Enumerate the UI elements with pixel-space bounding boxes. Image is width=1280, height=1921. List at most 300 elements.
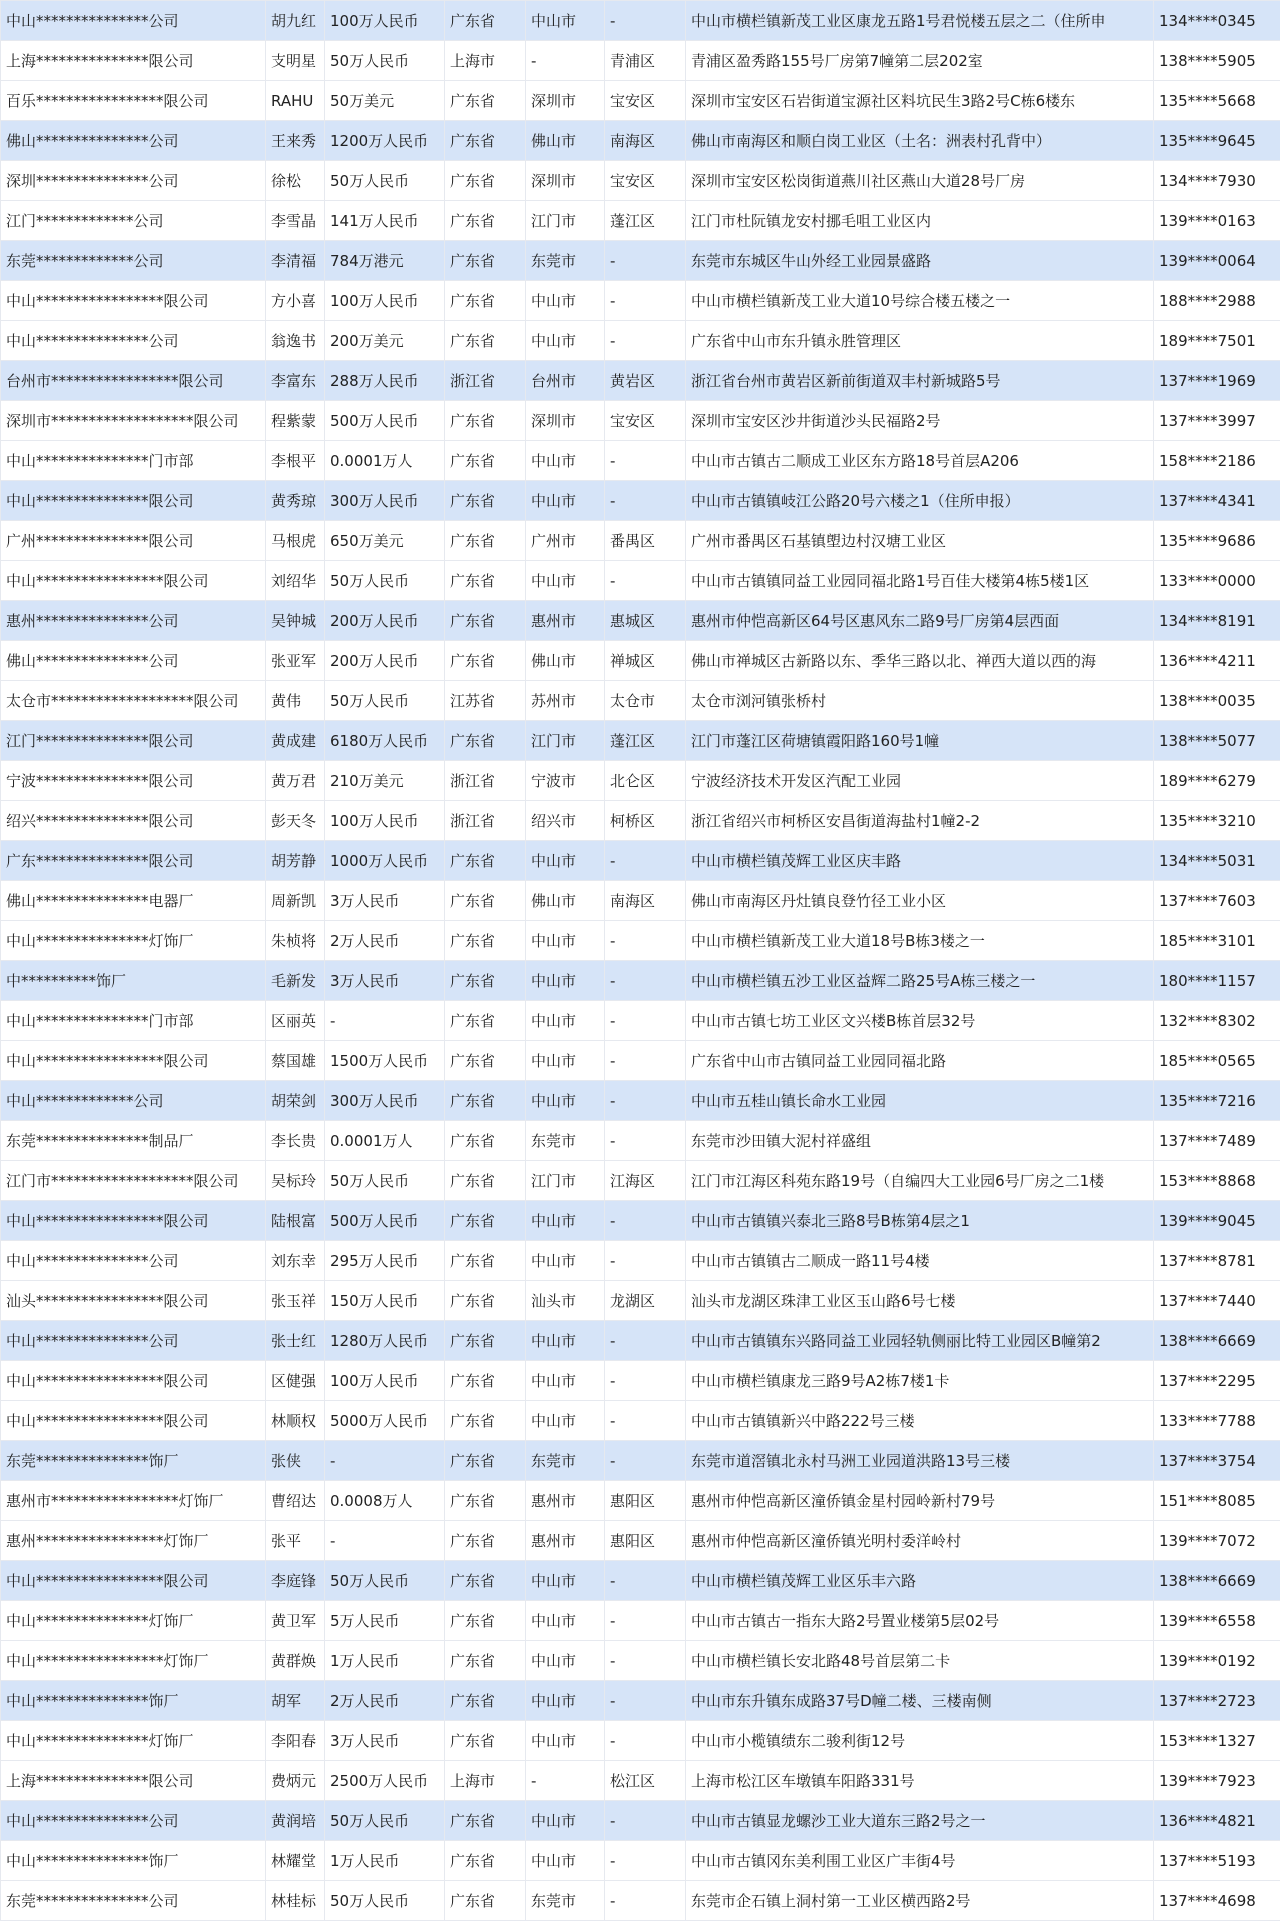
city-cell: 中山市 — [526, 1401, 605, 1441]
district-cell: 太仓市 — [605, 681, 686, 721]
district-cell: 南海区 — [605, 881, 686, 921]
district-cell: - — [605, 1041, 686, 1081]
province-cell: 广东省 — [445, 441, 526, 481]
company-name-cell: 东莞*************公司 — [1, 241, 266, 281]
legal-representative-cell: 黄伟 — [266, 681, 325, 721]
district-cell: - — [605, 1601, 686, 1641]
legal-representative-cell: 张亚军 — [266, 641, 325, 681]
address-cell: 中山市古镇古一指东大路2号置业楼第5层02号 — [686, 1601, 1154, 1641]
phone-cell: 189****6279 — [1154, 761, 1280, 801]
city-cell: 佛山市 — [526, 881, 605, 921]
table-row — [1, 1361, 1280, 1401]
city-cell: 中山市 — [526, 921, 605, 961]
phone-cell: 135****5668 — [1154, 81, 1280, 121]
company-name-cell: 中山***************公司 — [1, 1801, 266, 1841]
registered-capital-cell: 100万人民币 — [325, 1361, 445, 1401]
registered-capital-cell: 1万人民币 — [325, 1641, 445, 1681]
phone-cell: 138****0035 — [1154, 681, 1280, 721]
city-cell: 江门市 — [526, 201, 605, 241]
district-cell: 宝安区 — [605, 161, 686, 201]
district-cell: - — [605, 1001, 686, 1041]
registered-capital-cell: 50万人民币 — [325, 561, 445, 601]
district-cell: - — [605, 241, 686, 281]
address-cell: 中山市横栏镇新茂工业大道10号综合楼五楼之一 — [686, 281, 1154, 321]
registered-capital-cell: 210万美元 — [325, 761, 445, 801]
province-cell: 广东省 — [445, 1121, 526, 1161]
registered-capital-cell: 150万人民币 — [325, 1281, 445, 1321]
district-cell: 番禺区 — [605, 521, 686, 561]
province-cell: 江苏省 — [445, 681, 526, 721]
registered-capital-cell: 2万人民币 — [325, 921, 445, 961]
address-cell: 中山市横栏镇茂辉工业区乐丰六路 — [686, 1561, 1154, 1601]
district-cell: - — [605, 1721, 686, 1761]
table-row — [1, 1161, 1280, 1201]
table-row — [1, 681, 1280, 721]
registered-capital-cell: 50万美元 — [325, 81, 445, 121]
legal-representative-cell: 张士红 — [266, 1321, 325, 1361]
legal-representative-cell: 吴钟城 — [266, 601, 325, 641]
phone-cell: 137****5193 — [1154, 1841, 1280, 1881]
registered-capital-cell: 2万人民币 — [325, 1681, 445, 1721]
table-row — [1, 921, 1280, 961]
city-cell: 中山市 — [526, 1001, 605, 1041]
company-name-cell: 东莞***************制品厂 — [1, 1121, 266, 1161]
address-cell: 江门市江海区科苑东路19号（自编四大工业园6号厂房之二1楼 — [686, 1161, 1154, 1201]
city-cell: - — [526, 1761, 605, 1801]
city-cell: 中山市 — [526, 961, 605, 1001]
city-cell: 惠州市 — [526, 1481, 605, 1521]
company-name-cell: 台州市*****************限公司 — [1, 361, 266, 401]
company-name-cell: 惠州*****************灯饰厂 — [1, 1521, 266, 1561]
phone-cell: 137****2723 — [1154, 1681, 1280, 1721]
address-cell: 惠州市仲恺高新区潼侨镇金星村园岭新村79号 — [686, 1481, 1154, 1521]
legal-representative-cell: 毛新发 — [266, 961, 325, 1001]
company-name-cell: 中山***************公司 — [1, 1321, 266, 1361]
table-row — [1, 1001, 1280, 1041]
phone-cell: 139****7072 — [1154, 1521, 1280, 1561]
legal-representative-cell: 区丽英 — [266, 1001, 325, 1041]
district-cell: 宝安区 — [605, 401, 686, 441]
district-cell: - — [605, 1681, 686, 1721]
table-row — [1, 121, 1280, 161]
district-cell: - — [605, 1121, 686, 1161]
city-cell: 中山市 — [526, 1841, 605, 1881]
registered-capital-cell: 0.0008万人 — [325, 1481, 445, 1521]
address-cell: 深圳市宝安区沙井街道沙头民福路2号 — [686, 401, 1154, 441]
address-cell: 中山市古镇镇新兴中路222号三楼 — [686, 1401, 1154, 1441]
legal-representative-cell: 林桂标 — [266, 1881, 325, 1921]
table-row — [1, 641, 1280, 681]
phone-cell: 138****6669 — [1154, 1321, 1280, 1361]
address-cell: 佛山市禅城区古新路以东、季华三路以北、禅西大道以西的海 — [686, 641, 1154, 681]
phone-cell: 185****3101 — [1154, 921, 1280, 961]
province-cell: 广东省 — [445, 481, 526, 521]
table-row — [1, 1081, 1280, 1121]
legal-representative-cell: 黄秀琼 — [266, 481, 325, 521]
table-row — [1, 1441, 1280, 1481]
province-cell: 广东省 — [445, 1481, 526, 1521]
address-cell: 中山市东升镇东成路37号D幢二楼、三楼南侧 — [686, 1681, 1154, 1721]
city-cell: 中山市 — [526, 1241, 605, 1281]
phone-cell: 134****5031 — [1154, 841, 1280, 881]
district-cell: 惠阳区 — [605, 1521, 686, 1561]
district-cell: - — [605, 1361, 686, 1401]
province-cell: 广东省 — [445, 1721, 526, 1761]
company-name-cell: 中山***************公司 — [1, 321, 266, 361]
registered-capital-cell: 50万人民币 — [325, 161, 445, 201]
phone-cell: 153****8868 — [1154, 1161, 1280, 1201]
address-cell: 江门市蓬江区荷塘镇霞阳路160号1幢 — [686, 721, 1154, 761]
legal-representative-cell: 徐松 — [266, 161, 325, 201]
legal-representative-cell: 李长贵 — [266, 1121, 325, 1161]
province-cell: 广东省 — [445, 121, 526, 161]
district-cell: - — [605, 1401, 686, 1441]
legal-representative-cell: 林顺权 — [266, 1401, 325, 1441]
phone-cell: 137****3754 — [1154, 1441, 1280, 1481]
province-cell: 广东省 — [445, 401, 526, 441]
company-name-cell: 中山*****************限公司 — [1, 1041, 266, 1081]
phone-cell: 134****0345 — [1154, 1, 1280, 41]
legal-representative-cell: 彭天冬 — [266, 801, 325, 841]
registered-capital-cell: 500万人民币 — [325, 401, 445, 441]
province-cell: 广东省 — [445, 601, 526, 641]
city-cell: 中山市 — [526, 1321, 605, 1361]
district-cell: 青浦区 — [605, 41, 686, 81]
phone-cell: 133****7788 — [1154, 1401, 1280, 1441]
district-cell: 蓬江区 — [605, 721, 686, 761]
city-cell: 中山市 — [526, 281, 605, 321]
province-cell: 广东省 — [445, 1441, 526, 1481]
phone-cell: 185****0565 — [1154, 1041, 1280, 1081]
table-row — [1, 241, 1280, 281]
company-name-cell: 江门市*******************限公司 — [1, 1161, 266, 1201]
company-name-cell: 佛山***************公司 — [1, 641, 266, 681]
district-cell: 黄岩区 — [605, 361, 686, 401]
phone-cell: 136****4821 — [1154, 1801, 1280, 1841]
address-cell: 中山市古镇七坊工业区文兴楼B栋首层32号 — [686, 1001, 1154, 1041]
address-cell: 中山市古镇镇同益工业园同福北路1号百佳大楼第4栋5楼1区 — [686, 561, 1154, 601]
city-cell: - — [526, 41, 605, 81]
city-cell: 中山市 — [526, 1361, 605, 1401]
table-body — [1, 1, 1280, 1921]
district-cell: - — [605, 481, 686, 521]
address-cell: 浙江省台州市黄岩区新前街道双丰村新城路5号 — [686, 361, 1154, 401]
table-row — [1, 1481, 1280, 1521]
province-cell: 广东省 — [445, 1241, 526, 1281]
city-cell: 中山市 — [526, 1801, 605, 1841]
district-cell: 南海区 — [605, 121, 686, 161]
company-name-cell: 绍兴***************限公司 — [1, 801, 266, 841]
phone-cell: 137****7603 — [1154, 881, 1280, 921]
table-row — [1, 1121, 1280, 1161]
company-name-cell: 上海***************限公司 — [1, 1761, 266, 1801]
table-row — [1, 1041, 1280, 1081]
table-row — [1, 961, 1280, 1001]
city-cell: 江门市 — [526, 1161, 605, 1201]
district-cell: - — [605, 921, 686, 961]
company-name-cell: 中山*****************限公司 — [1, 561, 266, 601]
province-cell: 广东省 — [445, 81, 526, 121]
company-name-cell: 中山***************公司 — [1, 1241, 266, 1281]
address-cell: 汕头市龙湖区珠津工业区玉山路6号七楼 — [686, 1281, 1154, 1321]
table-row — [1, 1721, 1280, 1761]
registered-capital-cell: 50万人民币 — [325, 1801, 445, 1841]
phone-cell: 138****5077 — [1154, 721, 1280, 761]
company-name-cell: 广州***************限公司 — [1, 521, 266, 561]
company-name-cell: 东莞***************饰厂 — [1, 1441, 266, 1481]
phone-cell: 153****1327 — [1154, 1721, 1280, 1761]
company-name-cell: 中山***************饰厂 — [1, 1841, 266, 1881]
registered-capital-cell: 3万人民币 — [325, 881, 445, 921]
phone-cell: 137****2295 — [1154, 1361, 1280, 1401]
legal-representative-cell: RAHU — [266, 81, 325, 121]
city-cell: 深圳市 — [526, 401, 605, 441]
legal-representative-cell: 黄卫军 — [266, 1601, 325, 1641]
district-cell: 龙湖区 — [605, 1281, 686, 1321]
registered-capital-cell: 5万人民币 — [325, 1601, 445, 1641]
legal-representative-cell: 李根平 — [266, 441, 325, 481]
province-cell: 浙江省 — [445, 801, 526, 841]
phone-cell: 134****7930 — [1154, 161, 1280, 201]
phone-cell: 188****2988 — [1154, 281, 1280, 321]
registered-capital-cell: - — [325, 1521, 445, 1561]
province-cell: 广东省 — [445, 241, 526, 281]
district-cell: - — [605, 441, 686, 481]
registered-capital-cell: 300万人民币 — [325, 1081, 445, 1121]
legal-representative-cell: 张玉祥 — [266, 1281, 325, 1321]
province-cell: 广东省 — [445, 1401, 526, 1441]
legal-representative-cell: 胡九红 — [266, 1, 325, 41]
company-name-cell: 佛山***************电器厂 — [1, 881, 266, 921]
province-cell: 广东省 — [445, 961, 526, 1001]
city-cell: 中山市 — [526, 1721, 605, 1761]
address-cell: 佛山市南海区和顺白岗工业区（土名：洲表村孔背中） — [686, 121, 1154, 161]
company-name-cell: 中山***************公司 — [1, 1, 266, 41]
address-cell: 中山市古镇显龙螺沙工业大道东三路2号之一 — [686, 1801, 1154, 1841]
address-cell: 中山市横栏镇康龙三路9号A2栋7楼1卡 — [686, 1361, 1154, 1401]
legal-representative-cell: 黄润培 — [266, 1801, 325, 1841]
phone-cell: 139****6558 — [1154, 1601, 1280, 1641]
address-cell: 广东省中山市东升镇永胜管理区 — [686, 321, 1154, 361]
city-cell: 绍兴市 — [526, 801, 605, 841]
province-cell: 广东省 — [445, 1521, 526, 1561]
table-row — [1, 1, 1280, 41]
legal-representative-cell: 胡荣剑 — [266, 1081, 325, 1121]
legal-representative-cell: 张侠 — [266, 1441, 325, 1481]
legal-representative-cell: 林耀堂 — [266, 1841, 325, 1881]
registered-capital-cell: 0.0001万人 — [325, 1121, 445, 1161]
province-cell: 广东省 — [445, 561, 526, 601]
company-name-cell: 东莞***************公司 — [1, 1881, 266, 1921]
registered-capital-cell: 100万人民币 — [325, 801, 445, 841]
table-row — [1, 1321, 1280, 1361]
district-cell: - — [605, 1201, 686, 1241]
phone-cell: 137****3997 — [1154, 401, 1280, 441]
company-name-cell: 中山*****************限公司 — [1, 1361, 266, 1401]
address-cell: 佛山市南海区丹灶镇良登竹径工业小区 — [686, 881, 1154, 921]
registered-capital-cell: 200万人民币 — [325, 601, 445, 641]
phone-cell: 132****8302 — [1154, 1001, 1280, 1041]
company-name-cell: 中山***************门市部 — [1, 441, 266, 481]
province-cell: 广东省 — [445, 281, 526, 321]
legal-representative-cell: 黄群焕 — [266, 1641, 325, 1681]
city-cell: 东莞市 — [526, 1881, 605, 1921]
address-cell: 惠州市仲恺高新区64号区惠风东二路9号厂房第4层西面 — [686, 601, 1154, 641]
company-name-cell: 中山***************灯饰厂 — [1, 1721, 266, 1761]
phone-cell: 135****3210 — [1154, 801, 1280, 841]
phone-cell: 137****7489 — [1154, 1121, 1280, 1161]
phone-cell: 137****4698 — [1154, 1881, 1280, 1921]
phone-cell: 133****0000 — [1154, 561, 1280, 601]
district-cell: - — [605, 1881, 686, 1921]
registered-capital-cell: 1200万人民币 — [325, 121, 445, 161]
address-cell: 惠州市仲恺高新区潼侨镇光明村委洋岭村 — [686, 1521, 1154, 1561]
registered-capital-cell: 1万人民币 — [325, 1841, 445, 1881]
registered-capital-cell: 50万人民币 — [325, 41, 445, 81]
city-cell: 宁波市 — [526, 761, 605, 801]
registered-capital-cell: 100万人民币 — [325, 1, 445, 41]
city-cell: 汕头市 — [526, 1281, 605, 1321]
district-cell: - — [605, 1, 686, 41]
address-cell: 中山市古镇镇古二顺成一路11号4楼 — [686, 1241, 1154, 1281]
province-cell: 广东省 — [445, 1321, 526, 1361]
city-cell: 苏州市 — [526, 681, 605, 721]
registered-capital-cell: 288万人民币 — [325, 361, 445, 401]
table-row — [1, 361, 1280, 401]
phone-cell: 138****6669 — [1154, 1561, 1280, 1601]
registered-capital-cell: 50万人民币 — [325, 1881, 445, 1921]
province-cell: 广东省 — [445, 1881, 526, 1921]
company-name-cell: 宁波***************限公司 — [1, 761, 266, 801]
legal-representative-cell: 翁逸书 — [266, 321, 325, 361]
legal-representative-cell: 刘绍华 — [266, 561, 325, 601]
phone-cell: 135****9645 — [1154, 121, 1280, 161]
legal-representative-cell: 吴标玲 — [266, 1161, 325, 1201]
registered-capital-cell: 2500万人民币 — [325, 1761, 445, 1801]
city-cell: 深圳市 — [526, 161, 605, 201]
phone-cell: 136****4211 — [1154, 641, 1280, 681]
address-cell: 中山市古镇镇东兴路同益工业园轻轨侧丽比特工业园区B幢第2 — [686, 1321, 1154, 1361]
table-row — [1, 1281, 1280, 1321]
address-cell: 中山市横栏镇长安北路48号首层第二卡 — [686, 1641, 1154, 1681]
registered-capital-cell: 141万人民币 — [325, 201, 445, 241]
province-cell: 广东省 — [445, 921, 526, 961]
phone-cell: 189****7501 — [1154, 321, 1280, 361]
company-name-cell: 江门*************公司 — [1, 201, 266, 241]
city-cell: 中山市 — [526, 481, 605, 521]
address-cell: 浙江省绍兴市柯桥区安昌街道海盐村1幢2-2 — [686, 801, 1154, 841]
legal-representative-cell: 区健强 — [266, 1361, 325, 1401]
company-name-cell: 广东***************限公司 — [1, 841, 266, 881]
city-cell: 东莞市 — [526, 1121, 605, 1161]
address-cell: 中山市小榄镇绩东二骏利街12号 — [686, 1721, 1154, 1761]
phone-cell: 137****1969 — [1154, 361, 1280, 401]
province-cell: 广东省 — [445, 1601, 526, 1641]
registered-capital-cell: 50万人民币 — [325, 1161, 445, 1201]
city-cell: 中山市 — [526, 1681, 605, 1721]
district-cell: 禅城区 — [605, 641, 686, 681]
district-cell: 江海区 — [605, 1161, 686, 1201]
legal-representative-cell: 李雪晶 — [266, 201, 325, 241]
legal-representative-cell: 李富东 — [266, 361, 325, 401]
province-cell: 上海市 — [445, 41, 526, 81]
province-cell: 广东省 — [445, 321, 526, 361]
table-row — [1, 1841, 1280, 1881]
company-name-cell: 上海***************限公司 — [1, 41, 266, 81]
district-cell: 蓬江区 — [605, 201, 686, 241]
address-cell: 中山市横栏镇新茂工业区康龙五路1号君悦楼五层之二（住所申 — [686, 1, 1154, 41]
table-row — [1, 161, 1280, 201]
company-name-cell: 江门***************限公司 — [1, 721, 266, 761]
table-row — [1, 561, 1280, 601]
table-row — [1, 81, 1280, 121]
province-cell: 广东省 — [445, 641, 526, 681]
city-cell: 江门市 — [526, 721, 605, 761]
legal-representative-cell: 程紫蒙 — [266, 401, 325, 441]
province-cell: 广东省 — [445, 1281, 526, 1321]
district-cell: 北仑区 — [605, 761, 686, 801]
district-cell: 惠阳区 — [605, 1481, 686, 1521]
province-cell: 浙江省 — [445, 361, 526, 401]
table-row — [1, 521, 1280, 561]
address-cell: 深圳市宝安区石岩街道宝源社区料坑民生3路2号C栋6楼东 — [686, 81, 1154, 121]
registered-capital-cell: 300万人民币 — [325, 481, 445, 521]
table-row — [1, 1641, 1280, 1681]
province-cell: 广东省 — [445, 161, 526, 201]
city-cell: 中山市 — [526, 1201, 605, 1241]
province-cell: 广东省 — [445, 201, 526, 241]
phone-cell: 158****2186 — [1154, 441, 1280, 481]
phone-cell: 137****8781 — [1154, 1241, 1280, 1281]
phone-cell: 138****5905 — [1154, 41, 1280, 81]
province-cell: 广东省 — [445, 1161, 526, 1201]
city-cell: 佛山市 — [526, 121, 605, 161]
province-cell: 上海市 — [445, 1761, 526, 1801]
legal-representative-cell: 胡芳静 — [266, 841, 325, 881]
company-name-cell: 百乐*****************限公司 — [1, 81, 266, 121]
city-cell: 惠州市 — [526, 1521, 605, 1561]
city-cell: 深圳市 — [526, 81, 605, 121]
address-cell: 中山市横栏镇茂辉工业区庆丰路 — [686, 841, 1154, 881]
province-cell: 广东省 — [445, 1801, 526, 1841]
city-cell: 中山市 — [526, 1641, 605, 1681]
table-row — [1, 1401, 1280, 1441]
province-cell: 广东省 — [445, 1561, 526, 1601]
legal-representative-cell: 方小喜 — [266, 281, 325, 321]
phone-cell: 139****9045 — [1154, 1201, 1280, 1241]
province-cell: 广东省 — [445, 1361, 526, 1401]
city-cell: 中山市 — [526, 1081, 605, 1121]
city-cell: 中山市 — [526, 841, 605, 881]
table-row — [1, 601, 1280, 641]
table-row — [1, 1881, 1280, 1921]
registered-capital-cell: 100万人民币 — [325, 281, 445, 321]
district-cell: - — [605, 281, 686, 321]
legal-representative-cell: 黄万君 — [266, 761, 325, 801]
province-cell: 广东省 — [445, 881, 526, 921]
city-cell: 中山市 — [526, 1601, 605, 1641]
address-cell: 中山市古镇冈东美利围工业区广丰街4号 — [686, 1841, 1154, 1881]
city-cell: 中山市 — [526, 321, 605, 361]
table-row — [1, 801, 1280, 841]
table-row — [1, 1601, 1280, 1641]
table-row — [1, 1561, 1280, 1601]
city-cell: 中山市 — [526, 1041, 605, 1081]
city-cell: 东莞市 — [526, 1441, 605, 1481]
table-row — [1, 1681, 1280, 1721]
city-cell: 东莞市 — [526, 241, 605, 281]
company-name-cell: 中山*****************灯饰厂 — [1, 1641, 266, 1681]
